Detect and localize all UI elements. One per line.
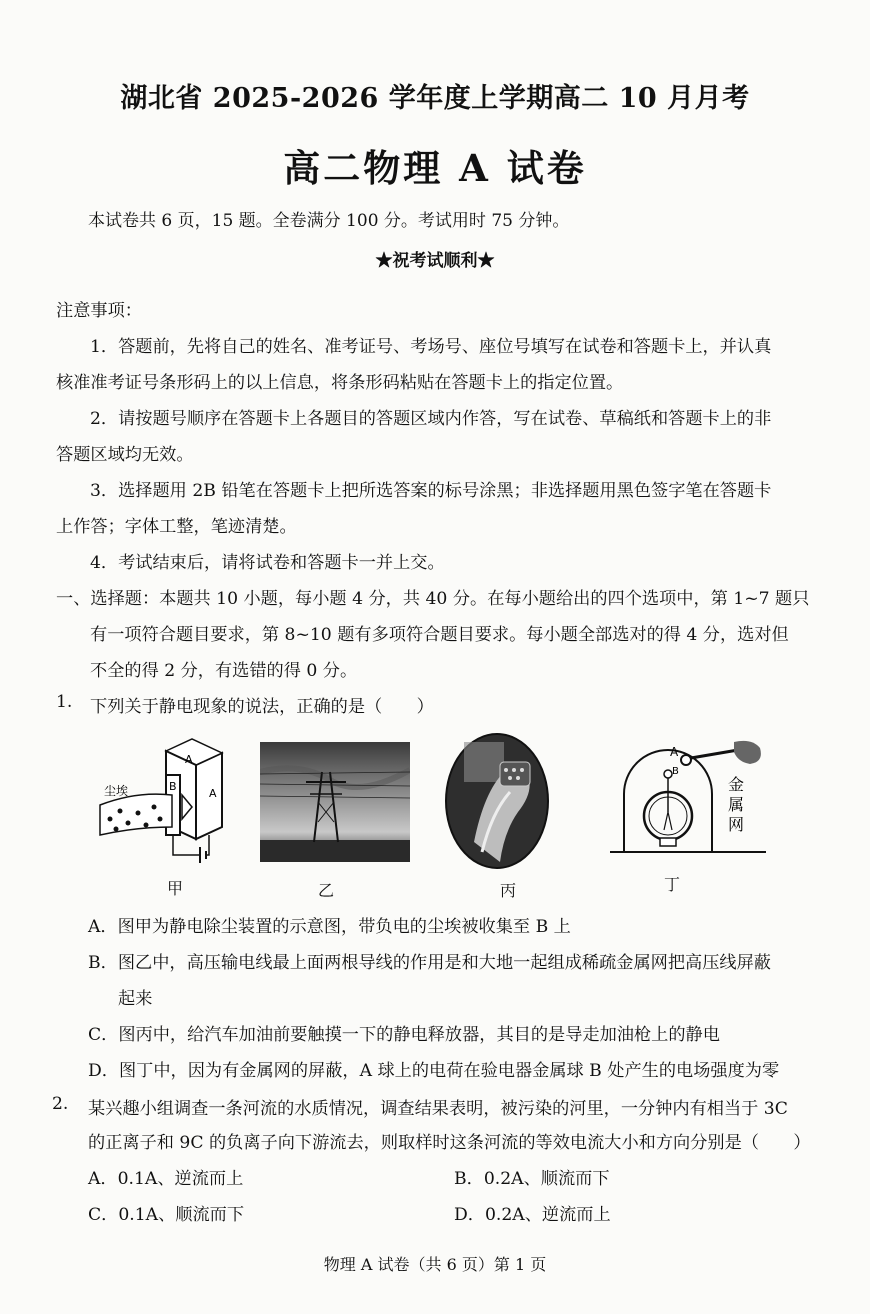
option-d: D．0.2A、逆流而上 <box>454 1205 611 1225</box>
caption-jia: 甲 <box>167 879 184 898</box>
paper-subtitle: 高二物理 A 试卷 <box>283 146 587 190</box>
page-footer: 物理 A 试卷（共 6 页）第 1 页 <box>323 1255 547 1274</box>
metal-mesh-label: 属 <box>728 795 745 814</box>
note-line: 4．考试结束后，请将试卷和答题卡一并上交。 <box>90 553 445 573</box>
exam-title: 湖北省 2025-2026 学年度上学期高二 10 月月考 <box>120 83 750 114</box>
option-a: A．图甲为静电除尘装置的示意图，带负电的尘埃被收集至 B 上 <box>88 917 571 937</box>
option-c: C．0.1A、顺流而下 <box>88 1205 245 1225</box>
option-a: A．0.1A、逆流而上 <box>88 1169 244 1189</box>
ball-b-label: B <box>672 766 679 777</box>
option-d: D．图丁中，因为有金属网的屏蔽，A 球上的电荷在验电器金属球 B 处产生的电场强度为零 <box>88 1061 780 1081</box>
note-line: 3．选择题用 2B 铅笔在答题卡上把所选答案的标号涂黑；非选择题用黑色签字笔在答题卡 <box>90 481 772 501</box>
figure-jia-precipitator <box>96 735 236 865</box>
blessing: ★祝考试顺利★ <box>375 251 495 271</box>
note-line: 上作答；字体工整，笔迹清楚。 <box>56 517 297 537</box>
figure-ding-electroscope <box>606 738 772 870</box>
question-stem: 的正离子和 9C 的负离子向下游流去，则取样时这条河流的等效电流大小和方向分别是（ ） <box>88 1133 811 1153</box>
option-b-continued: 起来 <box>118 989 153 1009</box>
notes-heading: 注意事项： <box>56 301 142 321</box>
question-number: 1. <box>56 692 73 712</box>
metal-mesh-label: 网 <box>728 815 745 834</box>
note-line: 2．请按题号顺序在答题卡上各题目的答题区域内作答，写在试卷、草稿纸和答题卡上的非 <box>90 409 772 429</box>
section-instruction: 有一项符合题目要求，第 8~10 题有多项符合题目要求。每小题全部选对的得 4 分，选对但 <box>90 625 789 645</box>
note-line: 核准准考证号条形码上的以上信息，将条形码粘贴在答题卡上的指定位置。 <box>56 373 624 393</box>
caption-yi: 乙 <box>318 881 335 900</box>
section-instruction: 一、选择题：本题共 10 小题，每小题 4 分，共 40 分。在每小题给出的四个选项中，第 1~7 题只 <box>56 589 810 609</box>
section-instruction: 不全的得 2 分，有选错的得 0 分。 <box>90 661 358 681</box>
question-number: 2. <box>52 1094 69 1114</box>
dust-label: 尘埃 <box>104 784 129 798</box>
option-c: C．图丙中，给汽车加油前要触摸一下的静电释放器，其目的是导走加油枪上的静电 <box>88 1025 720 1045</box>
plate-b-label: B <box>169 780 177 793</box>
exam-info: 本试卷共 6 页，15 题。全卷满分 100 分。考试用时 75 分钟。 <box>88 211 570 231</box>
option-b: B．图乙中，高压输电线最上面两根导线的作用是和大地一起组成稀疏金属网把高压线屏蔽 <box>88 953 771 973</box>
plate-a-label: A <box>185 753 193 766</box>
metal-mesh-label: 金 <box>728 775 745 794</box>
option-b: B．0.2A、顺流而下 <box>454 1169 610 1189</box>
question-stem: 下列关于静电现象的说法，正确的是（ ） <box>90 697 434 717</box>
question-stem: 某兴趣小组调查一条河流的水质情况，调查结果表明，被污染的河里，一分钟内有相当于 3C <box>88 1099 788 1119</box>
ball-a-label: A <box>670 745 679 759</box>
caption-ding: 丁 <box>664 875 681 894</box>
caption-bing: 丙 <box>500 881 517 900</box>
figure-yi-transmission-tower <box>260 742 410 862</box>
plate-a-label: A <box>209 787 217 800</box>
figure-bing-static-discharger <box>444 732 550 870</box>
note-line: 1．答题前，先将自己的姓名、准考证号、考场号、座位号填写在试卷和答题卡上，并认真 <box>90 337 772 357</box>
note-line: 答题区域均无效。 <box>56 445 194 465</box>
